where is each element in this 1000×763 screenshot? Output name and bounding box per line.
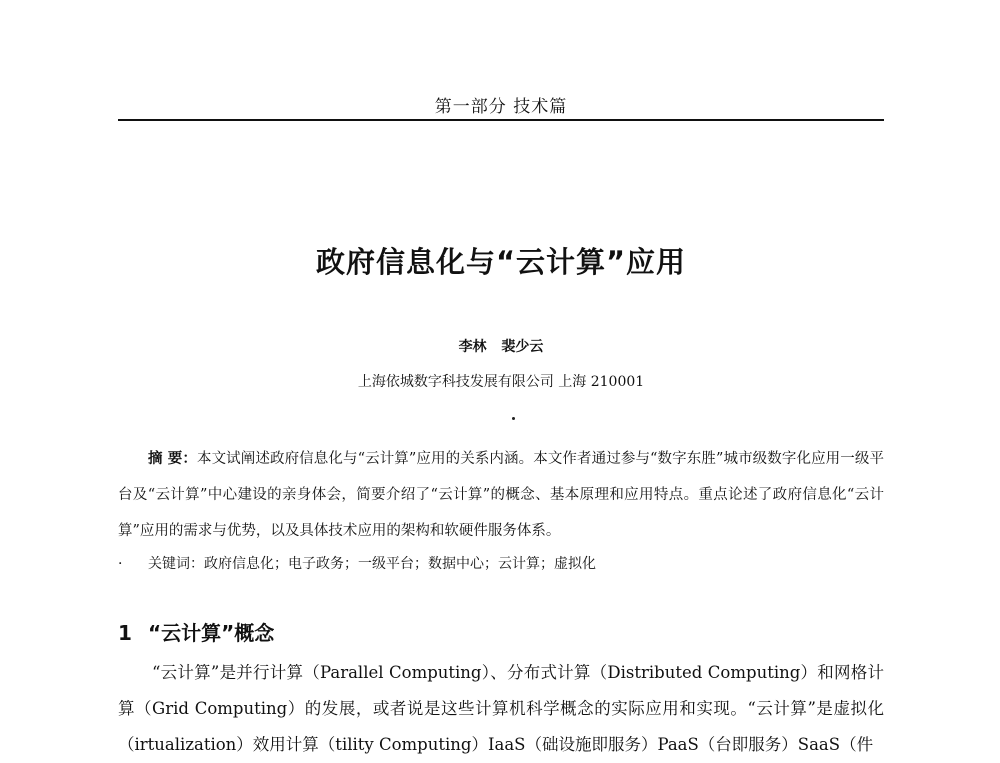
header-rule	[118, 119, 884, 121]
keywords-text: 政府信息化；电子政务；一级平台；数据中心；云计算；虚拟化	[204, 556, 596, 572]
section-heading	[118, 617, 884, 646]
abstract	[118, 441, 884, 549]
running-header: 第一部分 技术篇	[434, 97, 568, 117]
section-title: “云计算”概念	[148, 621, 275, 645]
keywords-bullet: ·	[118, 556, 123, 572]
keywords	[118, 549, 884, 579]
section-paragraph: “云计算”是并行计算（Parallel Computing）、分布式计算（Distributed Computing）和网格计算（Grid Computing）的发展，或者说是这些计算机科学概念的实际应用和实现。“云计算”是虚拟化（irtualization）效用计算（tility Computing）IaaS（础设施即服务）PaaS（台即服务）SaaS（件	[118, 663, 884, 754]
abstract-label: 摘 要：	[148, 451, 197, 467]
section-number: 1	[118, 621, 132, 645]
article-title: 政府信息化与“云计算”应用	[315, 245, 687, 279]
authors: 李林 裴少云	[458, 339, 544, 355]
affiliation: 上海依城数字科技发展有限公司 上海 210001	[357, 374, 645, 390]
keywords-label: 关键词：	[148, 556, 204, 572]
abstract-text: 本文试阐述政府信息化与“云计算”应用的关系内涵。本文作者通过参与“数字东胜”城市级数字化应用一级平台及“云计算”中心建设的亲身体会，简要介绍了“云计算”的概念、基本原理和应用特点。重点论述了政府信息化“云计算”应用的需求与优势，以及具体技术应用的架构和软硬件服务体系。	[118, 451, 884, 539]
scan-dot	[512, 417, 515, 420]
